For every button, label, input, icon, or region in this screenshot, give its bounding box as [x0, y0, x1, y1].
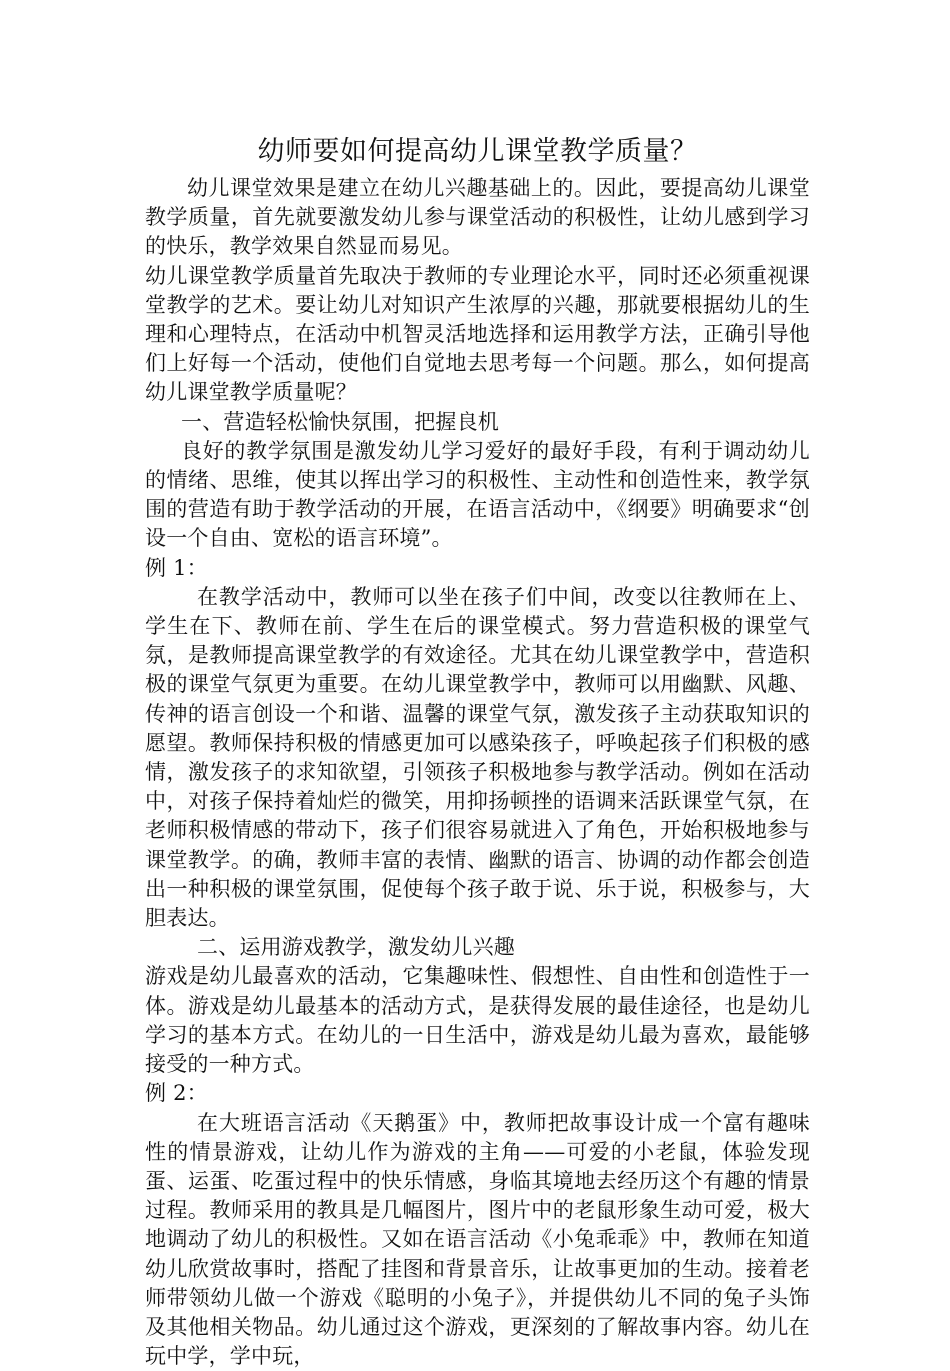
document-page [145, 130, 810, 1371]
paragraph-example-1: 在教学活动中，教师可以坐在孩子们中间，改变以往教师在上、学生在下、教师在前、学生在后的课堂模式。努力营造积极的课堂气氛，是教师提高课堂教学的有效途径。尤其在幼儿课堂教学中，营造积极的课堂气氛更为重要。在幼儿课堂教学中，教师可以用幽默、风趣、传神的语言创设一个和谐、温馨的课堂气氛，激发孩子主动获取知识的愿望。教师保持积极的情感更加可以感染孩子，呼唤起孩子们积极的感情，激发孩子的求知欲望，引领孩子积极地参与教学活动。例如在活动中，对孩子保持着灿烂的微笑，用抑扬顿挫的语调来活跃课堂气氛，在老师积极情感的带动下，孩子们很容易就进入了角色，开始积极地参与课堂教学。的确，教师丰富的表情、幽默的语言、协调的动作都会创造出一种积极的课堂氛围，促使每个孩子敢于说、乐于说，积极参与，大胆表达。 [145, 583, 810, 933]
section-heading-2: 二、运用游戏教学，激发幼儿兴趣 [145, 933, 810, 962]
example-label-2: 例 2： [145, 1079, 810, 1108]
paragraph-example-2: 在大班语言活动《天鹅蛋》中，教师把故事设计成一个富有趣味性的情景游戏，让幼儿作为游戏的主角——可爱的小老鼠，体验发现蛋、运蛋、吃蛋过程中的快乐情感，身临其境地去经历这个有趣的情景过程。教师采用的教具是几幅图片，图片中的老鼠形象生动可爱，极大地调动了幼儿的积极性。又如在语言活动《小兔乖乖》中，教师在知道幼儿欣赏故事时，搭配了挂图和背景音乐，让故事更加的生动。接着老师带领幼儿做一个游戏《聪明的小兔子》，并提供幼儿不同的兔子头饰及其他相关物品。幼儿通过这个游戏，更深刻的了解故事内容。幼儿在玩中学，学中玩， [145, 1109, 810, 1371]
section-heading-1: 一、营造轻松愉快氛围，把握良机 [145, 408, 810, 437]
example-label-1: 例 1： [145, 554, 810, 583]
paragraph-quality: 幼儿课堂教学质量首先取决于教师的专业理论水平，同时还必须重视课堂教学的艺术。要让幼儿对知识产生浓厚的兴趣，那就要根据幼儿的生理和心理特点，在活动中机智灵活地选择和运用教学方法，正确引导他们上好每一个活动，使他们自觉地去思考每一个问题。那么，如何提高幼儿课堂教学质量呢？ [145, 262, 810, 408]
document-title: 幼师要如何提高幼儿课堂教学质量？ [145, 130, 810, 174]
paragraph-intro: 幼儿课堂效果是建立在幼儿兴趣基础上的。因此，要提高幼儿课堂教学质量，首先就要激发幼儿参与课堂活动的积极性，让幼儿感到学习的快乐，教学效果自然显而易见。 [145, 174, 810, 262]
paragraph-games: 游戏是幼儿最喜欢的活动，它集趣味性、假想性、自由性和创造性于一体。游戏是幼儿最基本的活动方式，是获得发展的最佳途径，也是幼儿学习的基本方式。在幼儿的一日生活中，游戏是幼儿最为喜欢，最能够接受的一种方式。 [145, 962, 810, 1079]
paragraph-atmosphere: 良好的教学氛围是激发幼儿学习爱好的最好手段，有利于调动幼儿的情绪、思维，使其以挥出学习的积极性、主动性和创造性来，教学氛围的营造有助于教学活动的开展，在语言活动中，《纲要》明确要求“创设一个自由、宽松的语言环境”。 [145, 437, 810, 554]
